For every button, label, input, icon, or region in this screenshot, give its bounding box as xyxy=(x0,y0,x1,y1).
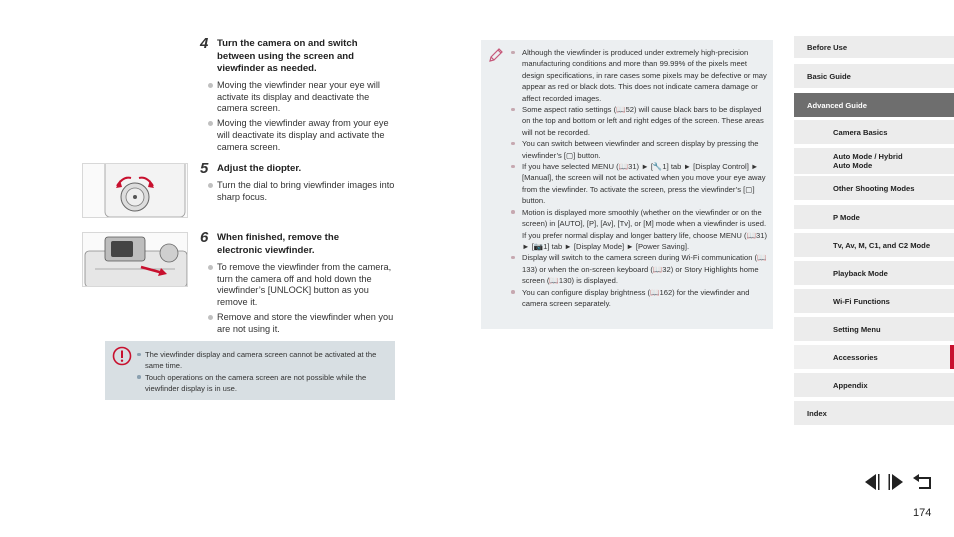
list-item: Remove and store the viewfinder when you are not using it. xyxy=(208,312,394,335)
nav-item-camera-basics[interactable] xyxy=(794,120,954,144)
caution-list xyxy=(137,349,389,395)
nav-item-label: Wi-Fi Functions xyxy=(833,296,890,306)
prev-page-icon xyxy=(861,473,881,491)
next-page-icon xyxy=(887,473,907,491)
step-title: When finished, remove the electronic viewfinder. xyxy=(217,232,340,256)
nav-item-label: Appendix xyxy=(833,380,868,390)
step-number: 5 xyxy=(200,160,209,177)
list-item: Moving the viewfinder near your eye will activate its display and deactivate the camera screen. xyxy=(208,80,400,115)
nav-item-label: P Mode xyxy=(833,212,860,222)
list-item: Touch operations on the camera screen are not possible while the viewfinder display is in use. xyxy=(137,372,389,395)
caution-icon xyxy=(112,346,132,371)
list-item: Although the viewfinder is produced under extremely high-precision manufacturing conditions and more than 99.99% of the pixels meet design specifications, in rare cases some pixels may be defective or may appear as red or black dots. This does not indicate camera damage or affect recorded images. xyxy=(509,47,767,104)
nav-item-label: Setting Menu xyxy=(833,324,881,334)
list-item: Some aspect ratio settings (📖52) will cause black bars to be displayed on the top and bottom or left and right edges of the screen. These areas will not be recorded. xyxy=(509,104,767,138)
list-item: To remove the viewfinder from the camera, turn the camera off and hold down the viewfinder’s [UNLOCK] button as you remove it. xyxy=(208,262,394,308)
caution-box xyxy=(105,341,395,400)
step-number: 4 xyxy=(200,35,209,52)
prev-page-button[interactable] xyxy=(859,472,883,492)
nav-item-label: Playback Mode xyxy=(833,268,888,278)
step-title: Turn the camera on and switch between using the screen and viewfinder as needed. xyxy=(217,38,358,75)
nav-item-before-use[interactable] xyxy=(794,36,954,58)
step-number: 6 xyxy=(200,229,209,246)
list-item: The viewfinder display and camera screen cannot be activated at the same time. xyxy=(137,349,389,372)
nav-item-label: Advanced Guide xyxy=(807,100,867,110)
nav-item-label: Basic Guide xyxy=(807,71,851,81)
nav-item-setting-menu[interactable] xyxy=(794,317,954,341)
list-item: You can configure display brightness (📖162) for the viewfinder and camera screen separately. xyxy=(509,287,767,310)
nav-item-label: Auto Mode / Hybrid Auto Mode xyxy=(833,152,903,170)
page-navigation xyxy=(859,472,935,492)
nav-item-accessories[interactable] xyxy=(794,345,954,369)
list-item: Display will switch to the camera screen during Wi-Fi communication (📖133) or when the on-screen keyboard (📖32) or Story Highlights home screen (📖130) is displayed. xyxy=(509,252,767,286)
nav-item-label: Camera Basics xyxy=(833,127,888,137)
nav-item-appendix[interactable] xyxy=(794,373,954,397)
back-icon xyxy=(912,473,934,491)
page-number: 174 xyxy=(913,507,932,519)
next-page-button[interactable] xyxy=(885,472,909,492)
nav-item-p-mode[interactable] xyxy=(794,205,954,229)
step-4-bullets xyxy=(208,80,400,157)
camera-dial-illustration xyxy=(83,164,188,218)
nav-item-label: Index xyxy=(807,408,827,418)
nav-item-basic-guide[interactable] xyxy=(794,64,954,88)
nav-item-playback-mode[interactable] xyxy=(794,261,954,285)
nav-item-wifi-functions[interactable] xyxy=(794,289,954,313)
nav-item-label: Accessories xyxy=(833,352,878,362)
nav-item-index[interactable] xyxy=(794,401,954,425)
nav-item-advanced-guide[interactable] xyxy=(794,93,954,117)
step-6-bullets xyxy=(208,262,394,339)
nav-item-other-shooting-modes[interactable] xyxy=(794,176,954,200)
nav-item-label: Other Shooting Modes xyxy=(833,183,915,193)
notes-list xyxy=(509,47,767,309)
pencil-icon xyxy=(487,46,505,69)
step-title: Adjust the diopter. xyxy=(217,163,302,174)
list-item: Turn the dial to bring viewfinder images into sharp focus. xyxy=(208,180,400,203)
list-item: You can switch between viewfinder and screen display by pressing the viewfinder’s [▢] button. xyxy=(509,138,767,161)
list-item: Moving the viewfinder away from your eye will deactivate its display and activate the camera screen. xyxy=(208,118,400,153)
step-5-bullets xyxy=(208,180,400,207)
diopter-illustration xyxy=(82,163,188,218)
notes-box xyxy=(481,40,773,329)
camera-viewfinder-illustration xyxy=(83,233,188,287)
back-button[interactable] xyxy=(911,472,935,492)
list-item: Motion is displayed more smoothly (whether on the viewfinder or on the screen) in [AUTO], [P], [Av], [Tv], or [M] mode when a viewfinder is used. If you prefer normal display and longer battery life, choose MENU (📖31) ► [📷1] tab ► [Display Mode] ► [Power Saving]. xyxy=(509,207,767,253)
remove-viewfinder-illustration xyxy=(82,232,188,287)
nav-item-auto-mode[interactable] xyxy=(794,148,954,174)
nav-item-tv-av-m-mode[interactable] xyxy=(794,233,954,257)
nav-item-label: Tv, Av, M, C1, and C2 Mode xyxy=(833,240,931,250)
nav-item-label: Before Use xyxy=(807,42,848,52)
current-section-marker xyxy=(950,345,954,369)
list-item: If you have selected MENU (📖31) ► [🔧1] tab ► [Display Control] ► [Manual], the screen will not be activated when you move your eye away from the viewfinder. To activate the screen, press the viewfinder’s [▢] button. xyxy=(509,161,767,207)
